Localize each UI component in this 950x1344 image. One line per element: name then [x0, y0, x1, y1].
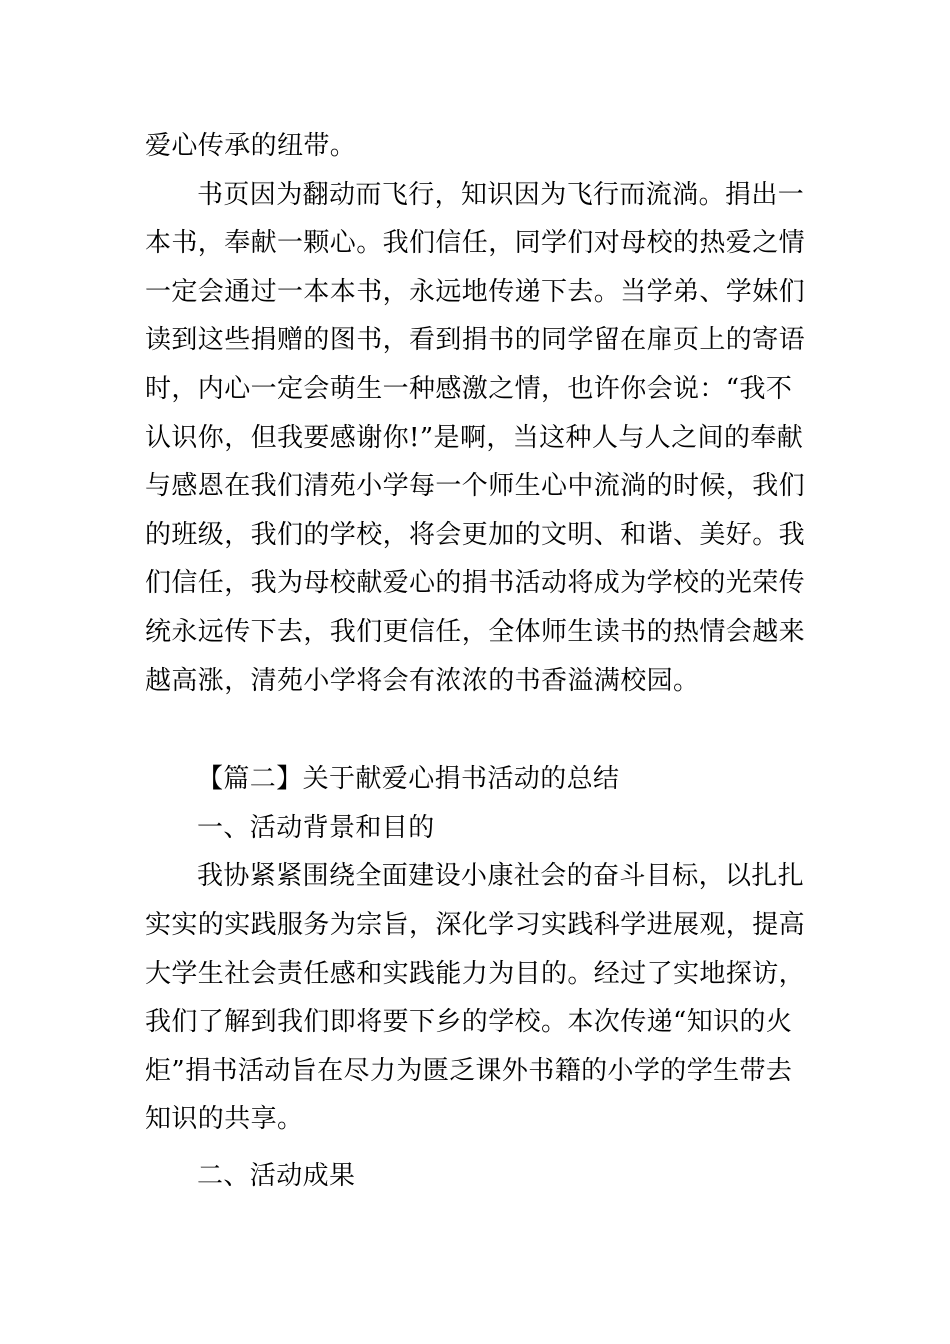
- paragraph-line: 一定会通过一本本书，永远地传递下去。当学弟、学妹们: [145, 276, 806, 307]
- paragraph-line: 本书，奉献一颗心。我们信任，同学们对母校的热爱之情: [145, 228, 806, 259]
- section-heading: 一、活动背景和目的: [197, 812, 435, 843]
- paragraph-line: 们信任，我为母校献爱心的捐书活动将成为学校的光荣传: [145, 568, 806, 599]
- paragraph-line: 爱心传承的纽带。: [145, 131, 357, 161]
- paragraph-line: 实实的实践服务为宗旨，深化学习实践科学进展观，提高: [145, 909, 806, 940]
- paragraph-line: 知识的共享。: [145, 1104, 304, 1135]
- paragraph-line: 认识你，但我要感谢你!”是啊，当这种人与人之间的奉献: [145, 422, 804, 453]
- paragraph-line: 大学生社会责任感和实践能力为目的。经过了实地探访，: [145, 958, 806, 989]
- paragraph-line: 我协紧紧围绕全面建设小康社会的奋斗目标，以扎扎: [197, 861, 805, 892]
- section-title: 【篇二】关于献爱心捐书活动的总结: [197, 764, 620, 795]
- paragraph-line: 书页因为翻动而飞行，知识因为飞行而流淌。捐出一: [197, 179, 805, 210]
- section-heading: 二、活动成果: [197, 1160, 356, 1191]
- paragraph-line: 我们了解到我们即将要下乡的学校。本次传递“知识的火: [145, 1007, 793, 1038]
- paragraph-line: 的班级，我们的学校，将会更加的文明、和谐、美好。我: [145, 519, 806, 550]
- paragraph-line: 统永远传下去，我们更信任，全体师生读书的热情会越来: [145, 616, 806, 647]
- section-spacer: [145, 705, 808, 755]
- paragraph-line: 读到这些捐赠的图书，看到捐书的同学留在扉页上的寄语: [145, 325, 806, 356]
- section-spacer: [145, 1144, 808, 1152]
- paragraph-line: 炬”捐书活动旨在尽力为匮乏课外书籍的小学的学生带去: [145, 1055, 793, 1086]
- paragraph-line: 与感恩在我们清苑小学每一个师生心中流淌的时候，我们: [145, 471, 806, 502]
- paragraph-line: 时，内心一定会萌生一种感激之情，也许你会说：“我不: [145, 373, 793, 404]
- document-body: [145, 122, 808, 1200]
- paragraph-line: 越高涨，清苑小学将会有浓浓的书香溢满校园。: [145, 665, 700, 696]
